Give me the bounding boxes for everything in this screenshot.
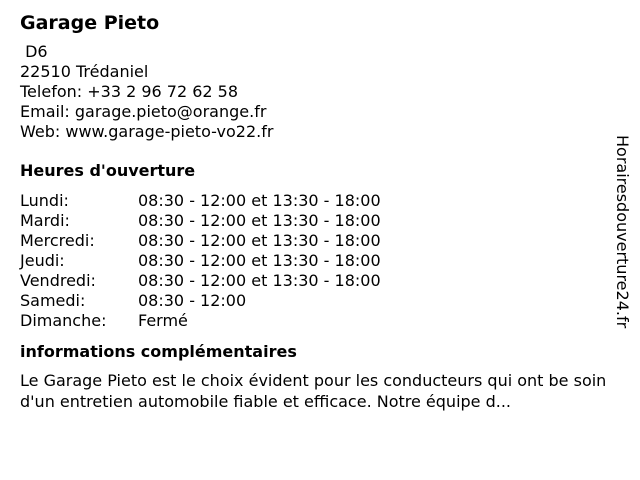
hours-row [20,291,381,311]
hours-row [20,191,381,211]
day-hours: 08:30 - 12:00 et 13:30 - 18:00 [138,191,381,210]
day-hours: Fermé [138,311,188,330]
day-label: Samedi: [20,291,86,310]
hours-row [20,251,381,271]
day-hours: 08:30 - 12:00 et 13:30 - 18:00 [138,251,381,270]
day-label: Dimanche: [20,311,107,330]
info-heading: informations complémentaires [20,342,297,361]
hours-row [20,231,381,251]
day-hours: 08:30 - 12:00 [138,291,247,310]
email-line: Email: garage.pieto@orange.fr [20,102,267,121]
day-label: Mardi: [20,211,70,230]
business-card [20,11,620,412]
site-watermark: Horairesdouverture24.fr [613,135,632,329]
city-line: 22510 Trédaniel [20,62,149,81]
web-line: Web: www.garage-pieto-vo22.fr [20,122,274,141]
hours-row [20,271,381,291]
phone-line: Telefon: +33 2 96 72 62 58 [20,82,239,101]
day-hours: 08:30 - 12:00 et 13:30 - 18:00 [138,231,381,250]
info-text: Le Garage Pieto est le choix évident pour les conducteurs qui ont be soin d'un entretien automobile fiable et efficace. Notre équipe d... [20,371,607,411]
day-hours: 08:30 - 12:00 et 13:30 - 18:00 [138,211,381,230]
address-block [20,42,620,142]
day-label: Lundi: [20,191,69,210]
hours-row [20,311,381,331]
hours-heading: Heures d'ouverture [20,161,196,180]
day-label: Jeudi: [20,251,65,270]
hours-table [20,191,381,331]
hours-row [20,211,381,231]
day-hours: 08:30 - 12:00 et 13:30 - 18:00 [138,271,381,290]
business-name: Garage Pieto [20,12,160,34]
day-label: Mercredi: [20,231,95,250]
street-line: D6 [20,42,48,61]
day-label: Vendredi: [20,271,96,290]
